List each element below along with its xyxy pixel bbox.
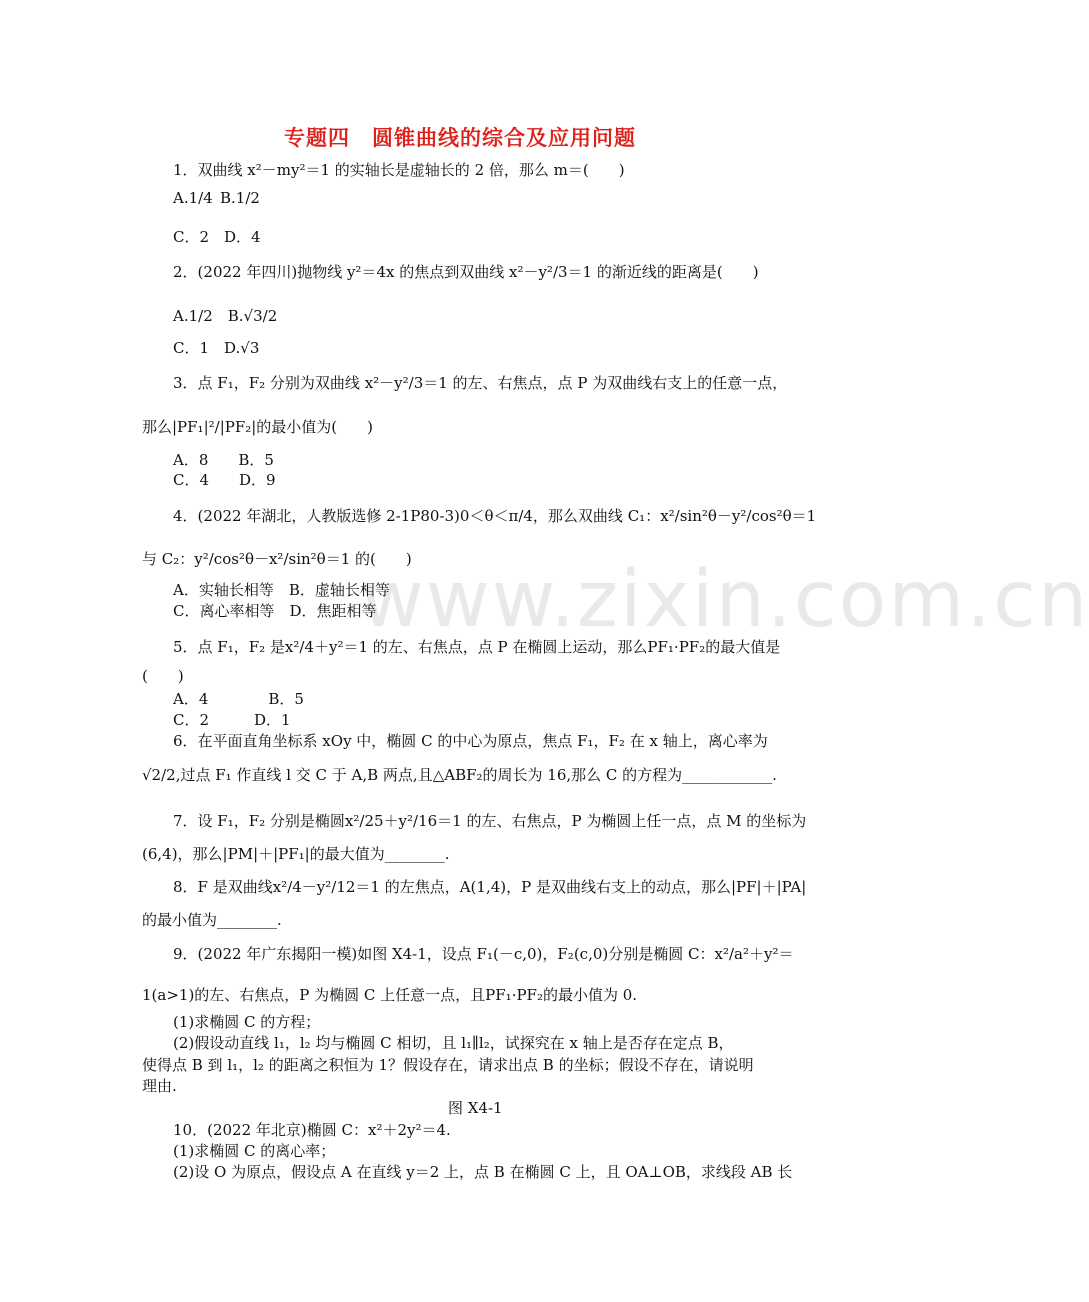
q9-part2-line3: 理由. xyxy=(142,1077,177,1095)
q9-stem-line2: 1(a>1)的左、右焦点，P 为椭圆 C 上任意一点，且PF₁·PF₂的最小值为 0. xyxy=(142,986,638,1004)
q6-stem-line2: √2/2,过点 F₁ 作直线 l 交 C 于 A,B 两点,且△ABF₂的周长为 16,那么 C 的方程为____________. xyxy=(142,766,777,784)
q10-part1: (1)求椭圆 C 的离心率； xyxy=(173,1142,336,1160)
q9-stem-line1: 9．(2022 年广东揭阳一模)如图 X4-1，设点 F₁(－c,0)，F₂(c,0)分别是椭圆 C：x²/a²＋y²＝ xyxy=(173,945,794,963)
q1-options-ab: A.1/4 xyxy=(173,189,213,207)
q3-stem-line1: 3．点 F₁，F₂ 分别为双曲线 x²－y²/3＝1 的左、右焦点，点 P 为双曲线右支上的任意一点， xyxy=(173,374,788,392)
q7-stem-line1: 7．设 F₁，F₂ 分别是椭圆x²/25＋y²/16＝1 的左、右焦点，P 为椭圆上任一点，点 M 的坐标为 xyxy=(173,812,807,830)
q5-stem-line2: ( ) xyxy=(142,667,184,685)
page-title: 专题四 圆锥曲线的综合及应用问题 xyxy=(284,126,636,150)
q6-stem-line1: 6．在平面直角坐标系 xOy 中，椭圆 C 的中心为原点，焦点 F₁，F₂ 在 x 轴上，离心率为 xyxy=(173,732,768,750)
q1-options-cd: C．2 D．4 xyxy=(173,228,261,246)
q8-stem-line2: 的最小值为________. xyxy=(142,911,282,929)
q9-part2-line2: 使得点 B 到 l₁，l₂ 的距离之积恒为 1？假设存在，请求出点 B 的坐标；假设不存在，请说明 xyxy=(142,1056,754,1074)
q10-part2: (2)设 O 为原点，假设点 A 在直线 y＝2 上，点 B 在椭圆 C 上，且 OA⊥OB，求线段 AB 长 xyxy=(173,1163,793,1181)
q2-stem: 2．(2022 年四川)抛物线 y²＝4x 的焦点到双曲线 x²－y²/3＝1 的渐近线的距离是( ) xyxy=(173,263,759,281)
q2-options-cd: C．1 D.√3 xyxy=(173,339,260,357)
q4-options-ab: A．实轴长相等 B．虚轴长相等 xyxy=(173,581,390,599)
q3-stem-line2: 那么|PF₁|²/|PF₂|的最小值为( ) xyxy=(142,418,374,436)
q5-stem-line1: 5．点 F₁，F₂ 是x²/4＋y²＝1 的左、右焦点，点 P 在椭圆上运动，那么PF₁·PF₂的最大值是 xyxy=(173,638,781,656)
q5-options-ab: A．4 B．5 xyxy=(173,690,304,708)
q2-options-ab: A.1/2 B.√3/2 xyxy=(173,307,278,325)
watermark: www.zixin.com.cn xyxy=(360,555,1089,645)
q10-stem: 10．(2022 年北京)椭圆 C：x²＋2y²＝4. xyxy=(173,1121,451,1139)
q1-stem: 1．双曲线 x²－my²＝1 的实轴长是虚轴长的 2 倍，那么 m＝( ) xyxy=(173,161,625,179)
q7-stem-line2: (6,4)，那么|PM|＋|PF₁|的最大值为________. xyxy=(142,845,450,863)
q4-options-cd: C．离心率相等 D．焦距相等 xyxy=(173,602,377,620)
q9-part2-line1: (2)假设动直线 l₁，l₂ 均与椭圆 C 相切，且 l₁∥l₂，试探究在 x 轴上是否存在定点 B， xyxy=(173,1034,734,1052)
q9-figure-caption: 图 X4-1 xyxy=(448,1099,503,1117)
q9-part1: (1)求椭圆 C 的方程； xyxy=(173,1013,321,1031)
q3-options-ab: A．8 B．5 xyxy=(173,451,274,469)
q1-option-b: B.1/2 xyxy=(220,189,260,207)
q8-stem-line1: 8．F 是双曲线x²/4－y²/12＝1 的左焦点，A(1,4)，P 是双曲线右支上的动点，那么|PF|＋|PA| xyxy=(173,878,807,896)
q4-stem-line1: 4．(2022 年湖北，人教版选修 2-1P80-3)0＜θ＜π/4，那么双曲线 C₁：x²/sin²θ－y²/cos²θ＝1 xyxy=(173,507,817,525)
q4-stem-line2: 与 C₂：y²/cos²θ－x²/sin²θ＝1 的( ) xyxy=(142,550,412,568)
q5-options-cd: C．2 D．1 xyxy=(173,711,291,729)
q3-options-cd: C．4 D．9 xyxy=(173,471,276,489)
